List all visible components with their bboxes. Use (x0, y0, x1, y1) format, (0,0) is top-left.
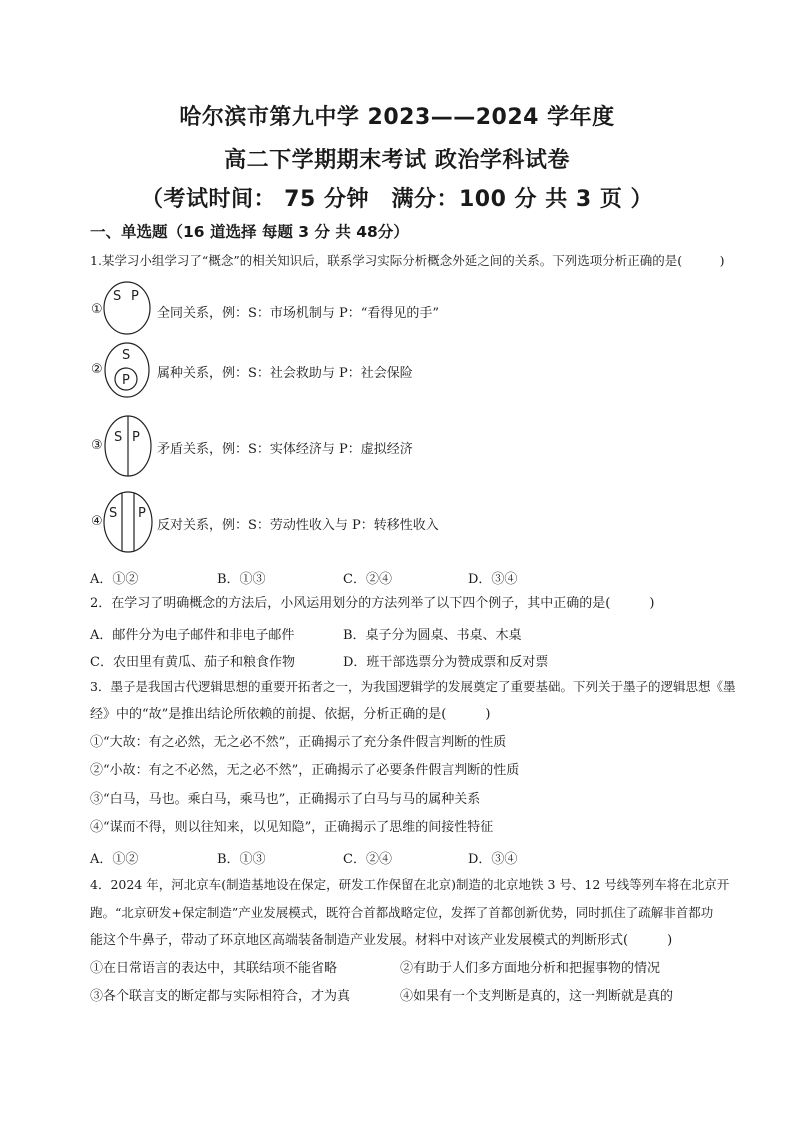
venn-label-s: S (114, 430, 123, 445)
q1-option-c: C．②④ (343, 572, 392, 587)
q1-item1-text: 全同关系，例：S：市场机制与 P：“看得见的手” (157, 306, 440, 321)
q3-statement-2: ②“小故：有之不必然，无之必不然”，正确揭示了必要条件假言判断的性质 (90, 763, 520, 778)
contrary-venn-diagram (101, 489, 155, 555)
q4-statement-2: ②有助于人们多方面地分析和把握事物的情况 (400, 961, 661, 976)
q1-item3-number: ③ (91, 438, 103, 453)
q1-option-a: A．①② (90, 572, 139, 587)
q1-item1-number: ① (91, 302, 103, 317)
q3-stem-line2: 经》中的“故”是推出结论所依赖的前提、依据，分析正确的是( ) (90, 707, 491, 722)
q1-item3-text: 矛盾关系，例：S：实体经济与 P：虚拟经济 (157, 442, 413, 457)
q1-item2-number: ② (91, 362, 103, 377)
q2-option-b: B．桌子分为圆桌、书桌、木桌 (343, 628, 522, 643)
q3-statement-3: ③“白马，马也。乘白马，乘马也”，正确揭示了白马与马的属种关系 (90, 792, 481, 807)
q1-option-d: D．③④ (468, 572, 518, 587)
q3-statement-4: ④“谋而不得，则以往知来，以见知隐”，正确揭示了思维的间接性特征 (90, 820, 494, 835)
q4-statement-1: ①在日常语言的表达中，其联结项不能省略 (90, 961, 338, 976)
q1-item4-number: ④ (91, 514, 103, 529)
q1-option-b: B．①③ (217, 572, 266, 587)
q2-stem: 2．在学习了明确概念的方法后，小风运用划分的方法列举了以下四个例子，其中正确的是( ) (90, 596, 655, 611)
q2-option-a: A．邮件分为电子邮件和非电子邮件 (90, 628, 295, 643)
identity-venn-diagram (102, 280, 152, 336)
q4-statement-3: ③各个联言支的断定都与实际相符合，才为真 (90, 989, 351, 1004)
q3-option-b: B．①③ (217, 852, 266, 867)
subordinate-venn-diagram (102, 341, 152, 401)
q3-statement-1: ①“大故：有之必然，无之必不然”，正确揭示了充分条件假言判断的性质 (90, 735, 507, 750)
q1-stem: 1.某学习小组学习了“概念”的相关知识后，联系学习实际分析概念外延之间的关系。下列选项分析正确的是( ) (90, 253, 725, 268)
q1-item2-text: 属种关系，例：S：社会救助与 P：社会保险 (157, 366, 413, 381)
exam-title-line1: 哈尔滨市第九中学 2023——2024 学年度 (179, 105, 615, 130)
q3-option-d: D．③④ (468, 852, 518, 867)
q4-stem-line1: 4．2024 年，河北京车(制造基地设在保定，研发工作保留在北京)制造的北京地铁 3 号、12 号线等列车将在北京开 (90, 877, 730, 892)
q4-stem-line3: 能这个牛鼻子，带动了环京地区高端装备制造产业发展。材料中对该产业发展模式的判断形式( ) (90, 933, 673, 948)
q2-option-d: D．班干部选票分为赞成票和反对票 (343, 655, 549, 670)
venn-label-p: P (122, 373, 130, 388)
q4-stem-line2: 跑。“北京研发+保定制造”产业发展模式，既符合首都战略定位，发挥了首都创新优势，同时抓住了疏解非首都功 (90, 905, 714, 920)
venn-label-p: P (138, 506, 146, 521)
contradictory-venn-diagram (102, 413, 154, 479)
venn-label-s: S (122, 348, 131, 363)
q1-item4-text: 反对关系，例：S：劳动性收入与 P：转移性收入 (157, 518, 439, 533)
section-heading: 一、单选题（16 道选择 每题 3 分 共 48分） (90, 223, 409, 241)
venn-label-p: P (132, 430, 140, 445)
q2-option-c: C．农田里有黄瓜、茄子和粮食作物 (90, 655, 295, 670)
q3-option-a: A．①② (90, 852, 139, 867)
exam-title-line3: （考试时间： 75 分钟 满分：100 分 共 3 页 ） (141, 187, 653, 212)
venn-label-s: S (109, 506, 118, 521)
q4-statement-4: ④如果有一个支判断是真的，这一判断就是真的 (400, 989, 674, 1004)
q3-option-c: C．②④ (343, 852, 392, 867)
venn-label-p: P (131, 289, 139, 304)
exam-title-line2: 高二下学期期末考试 政治学科试卷 (224, 148, 570, 173)
venn-label-s: S (113, 289, 122, 304)
q3-stem-line1: 3．墨子是我国古代逻辑思想的重要开拓者之一，为我国逻辑学的发展奠定了重要基础。下列关于墨子的逻辑思想《墨 (90, 679, 736, 694)
